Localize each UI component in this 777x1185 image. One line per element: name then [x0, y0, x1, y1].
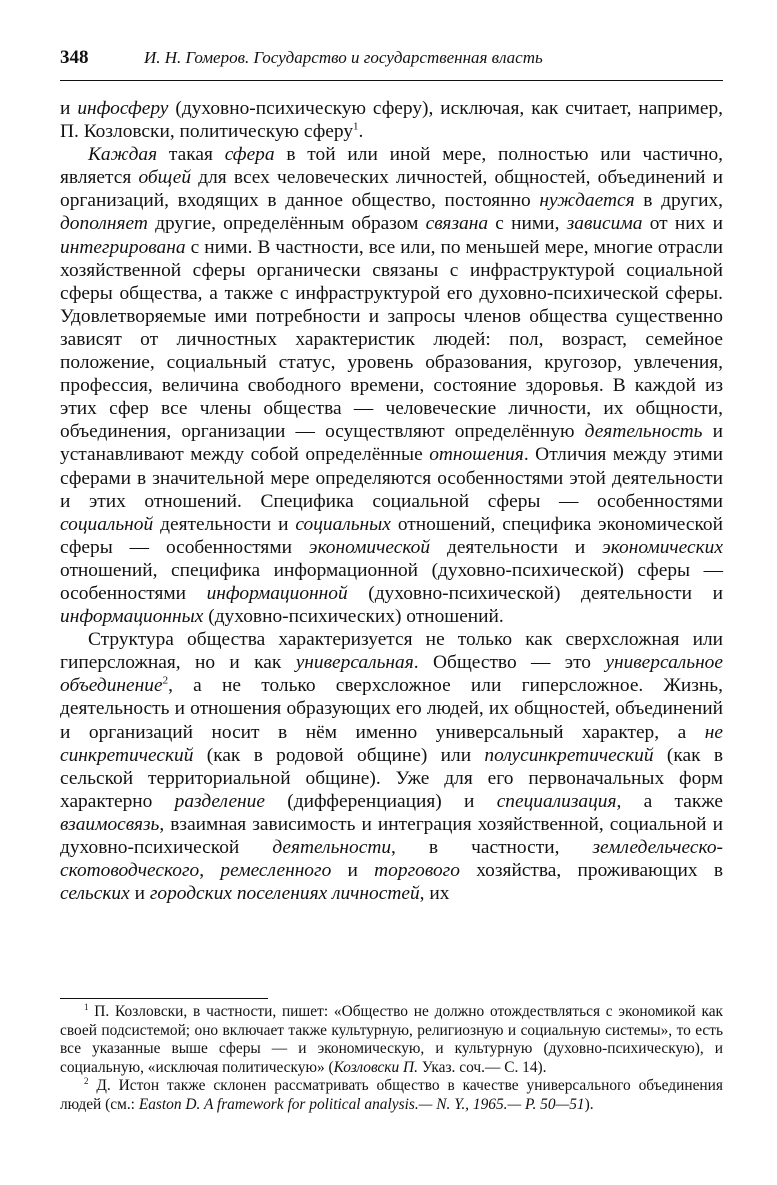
emphasis-text: дополняет: [60, 213, 148, 235]
footnotes: [60, 1003, 723, 1115]
emphasis-text: деятельность: [584, 421, 703, 443]
emphasis-text: нуждается: [539, 190, 635, 212]
text-run: другие, определённым образом: [147, 213, 426, 235]
emphasis-text: разделение: [174, 790, 265, 812]
emphasis-text: земледельческо-скотоводческого: [60, 837, 723, 882]
footnote-2: [60, 1077, 723, 1114]
emphasis-text: общей: [138, 167, 192, 189]
text-run: ).: [584, 1095, 594, 1113]
text-run: и: [60, 98, 78, 119]
emphasis-text: взаимосвязь: [60, 813, 160, 835]
text-run: , в частности,: [391, 837, 593, 858]
footnote-ref: 1: [84, 1001, 89, 1012]
text-run: от них и: [642, 213, 723, 235]
text-run: .: [358, 121, 364, 143]
emphasis-text: специализация: [496, 790, 617, 812]
text-run: с ними,: [488, 213, 567, 235]
page-header: [60, 47, 723, 77]
text-run: хозяйства, проживающих в: [459, 860, 723, 882]
text-run: (духовно-психическую сферу), исключая, как считает, например, П. Козловски, политическую сферу: [60, 98, 723, 143]
text-run: ,: [199, 860, 221, 882]
page-number: 348: [60, 47, 89, 68]
text-run: (духовно-психической) деятельности и: [347, 582, 723, 604]
text-run: такая: [157, 144, 225, 166]
text-run: в той или иной мере, полностью или частично, является: [60, 144, 723, 189]
emphasis-text: зависима: [566, 213, 643, 235]
text-run: , а также: [616, 790, 723, 812]
footnote-ref: 2: [84, 1076, 89, 1087]
emphasis-text: сельских: [60, 883, 130, 905]
text-run: (дифференциация) и: [264, 790, 497, 812]
text-run: с ними. В частности, все или, по меньшей мере, многие отрасли хозяйственной сферы органически связаны с инфраструктурой социальной сферы общества, а также с инфраструктурой его духовно-психической сферы. Удовлетворяемые ими потребности и запросы членов общества существенно зависят от личностных характеристик людей: пол, возраст, семейное положение, социальный статус, уровень образования, кругозор, увлечения, профессия, величина свободного времени, состояние здоровья. В каждой из этих сфер все члены общества — человеческие личности, их общности, объединения, организации — осуществляют определённую: [60, 236, 723, 443]
emphasis-text: Каждая: [88, 144, 158, 166]
main-text: [60, 97, 723, 905]
emphasis-text: отношения: [429, 444, 524, 466]
emphasis-text: полусинкретический: [484, 744, 654, 766]
footnote-1: [60, 1003, 723, 1077]
emphasis-text: информационной: [206, 582, 348, 604]
footnote-rule: [60, 998, 268, 999]
paragraph-continuation: [60, 97, 723, 143]
text-run: для всех человеческих личностей, общностей, объединений и организаций, входящих в данное общество, постоянно: [60, 167, 724, 212]
emphasis-text: социальных: [295, 513, 391, 535]
emphasis-text: экономической: [308, 536, 431, 558]
emphasis-text: Козловски П.: [333, 1058, 418, 1076]
text-run: и: [331, 860, 375, 882]
running-title: И. Н. Гомеров. Государство и государственная власть: [144, 48, 543, 67]
paragraph-spheres: [60, 143, 723, 628]
text-run: Д. Истон также склонен рассматривать общество в качестве универсального объединения людей (см.:: [60, 1077, 723, 1113]
emphasis-text: социальной: [60, 513, 154, 535]
paragraph-universal-structure: [60, 628, 723, 905]
text-run: Структура общества характеризуется не только как сверхсложная или гиперсложная, но и как: [60, 629, 723, 674]
footnote-ref: 1: [353, 120, 359, 133]
text-run: и: [129, 883, 150, 905]
text-run: (как в сельской территориальной общине). Уже для его первоначальных форм характерно: [60, 744, 723, 812]
emphasis-text: интегрирована: [60, 236, 186, 258]
text-run: деятельности и: [153, 513, 296, 535]
text-run: , взаимная зависимость и интеграция хозяйственной, социальной и духовно-психической: [60, 813, 723, 858]
text-run: (как в родовой общине) или: [193, 744, 485, 766]
header-rule: [60, 80, 723, 81]
emphasis-text: связана: [425, 213, 489, 235]
emphasis-text: Easton D. A framework for political analysis.— N. Y., 1965.— P. 50—51: [138, 1095, 585, 1113]
emphasis-text: деятельности: [272, 837, 392, 858]
text-run: отношений, специфика экономической сферы — особенностями: [60, 513, 723, 558]
emphasis-text: универсальная: [295, 652, 414, 674]
text-run: . Общество — это: [413, 652, 606, 674]
emphasis-text: городских поселениях личностей: [149, 883, 420, 905]
text-run: и устанавливают между собой определённые: [60, 421, 723, 466]
text-run: деятельности и: [430, 536, 603, 558]
text-run: отношений, специфика информационной (духовно-психической) сферы — особенностями: [60, 559, 723, 604]
text-run: . Отличия между этими сферами в значительной мере определяются особенностями этой деятельности и этих отношений. Специфика социальной сферы — особенностями: [60, 444, 723, 512]
emphasis-text: информационных: [60, 606, 204, 628]
emphasis-text: торгового: [374, 860, 460, 882]
text-run: (духовно-психических) отношений.: [203, 606, 504, 628]
text-run: , их: [419, 883, 450, 905]
text-run: Указ. соч.— С. 14).: [418, 1058, 547, 1076]
text-run: , а не только сверхсложное или гиперсложное. Жизнь, деятельность и отношения образующих его людей, их общностей, объединений и организаций носит в нём именно универсальный характер, а: [60, 675, 723, 743]
emphasis-text: инфосферу: [77, 98, 169, 119]
emphasis-text: универсальное объединение: [60, 652, 723, 697]
text-run: в других,: [634, 190, 723, 212]
emphasis-text: ремесленного: [220, 860, 332, 882]
emphasis-text: экономических: [602, 536, 723, 558]
emphasis-text: сфера: [224, 144, 275, 166]
text-run: П. Козловски, в частности, пишет: «Общество не должно отождествляться с экономикой как своей подсистемой; оно включает также культурную, религиозную и социальную системы», то есть все указанные выше сферы — и экономическую, и культурную (духовно-психическую), и социальную, «исключая политическую» (: [60, 1003, 723, 1076]
footnote-ref: 2: [162, 674, 169, 687]
emphasis-text: не синкретический: [60, 721, 723, 766]
